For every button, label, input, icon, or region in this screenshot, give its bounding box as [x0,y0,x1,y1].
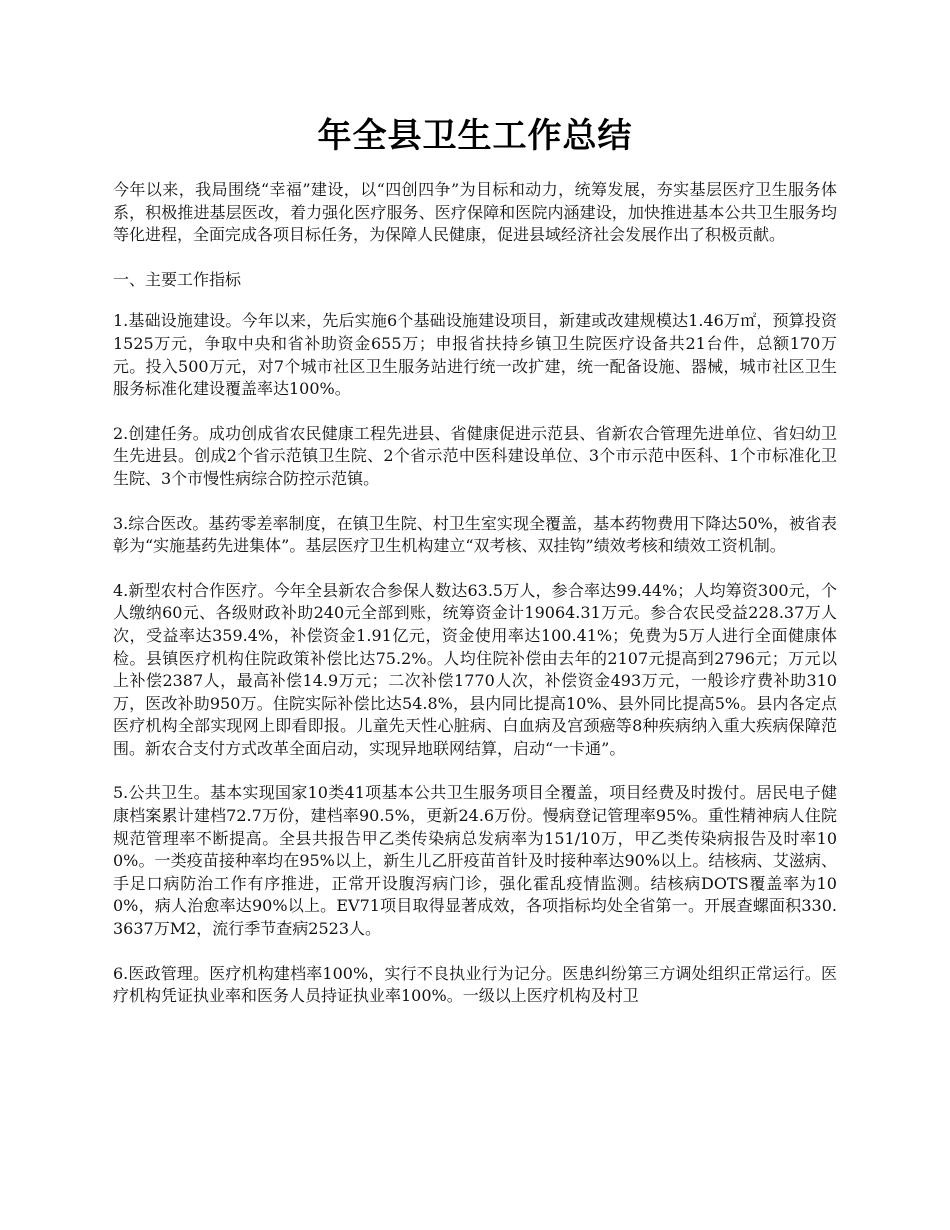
document-body [113,179,837,1030]
intro-paragraph: 今年以来，我局围绕“幸福”建设，以“四创四争”为目标和动力，统筹发展，夯实基层医疗卫生服务体系，积极推进基层医改，着力强化医疗服务、医疗保障和医院内涵建设，加快推进基本公共卫生服务均等化进程，全面完成各项目标任务，为保障人民健康，促进县域经济社会发展作出了积极贡献。 [113,180,837,245]
item-paragraph-rural-cooperative-medical: 4.新型农村合作医疗。今年全县新农合参保人数达63.5万人，参合率达99.44%；人均筹资300元，个人缴纳60元、各级财政补助240元全部到账，统筹资金计19064.31万元。参合农民受益228.37万人次，受益率达359.4%，补偿资金1.91亿元，资金使用率达100.41%；免费为5万人进行全面健康体检。县镇医疗机构住院政策补偿比达75.2%。人均住院补偿由去年的2107元提高到2796元；万元以上补偿2387人，最高补偿14.9万元；二次补偿1770人次，补偿资金493万元，一般诊疗费补助310万，医改补助950万。住院实际补偿比达54.8%，县内同比提高10%、县外同比提高5%。县内各定点医疗机构全部实现网上即看即报。儿童先天性心脏病、白血病及宫颈癌等8种疾病纳入重大疾病保障范围。新农合支付方式改革全面启动，实现异地联网结算，启动“一卡通”。 [113,580,837,758]
section-heading: 一、主要工作指标 [113,269,242,289]
item-paragraph-creation-tasks: 2.创建任务。成功创成省农民健康工程先进县、省健康促进示范县、省新农合管理先进单位、省妇幼卫生先进县。创成2个省示范镇卫生院、2个省示范中医科建设单位、3个市示范中医科、1个市标准化卫生院、3个市慢性病综合防控示范镇。 [113,423,837,488]
document-title: 年全县卫生工作总结 [317,116,633,156]
item-paragraph-infrastructure: 1.基础设施建设。今年以来，先后实施6个基础设施建设项目，新建或改建规模达1.46万㎡，预算投资1525万元，争取中央和省补助资金655万；申报省扶持乡镇卫生院医疗设备共21台件，总额170万元。投入500万元，对7个城市社区卫生服务站进行统一改扩建，统一配备设施、器械，城市社区卫生服务标准化建设覆盖率达100%。 [113,311,837,399]
item-paragraph-medical-reform: 3.综合医改。基药零差率制度，在镇卫生院、村卫生室实现全覆盖，基本药物费用下降达50%，被省表彰为“实施基药先进集体”。基层医疗卫生机构建立“双考核、双挂钩”绩效考核和绩效工资机制。 [113,513,837,556]
item-paragraph-medical-administration: 6.医政管理。医疗机构建档率100%，实行不良执业行为记分。医患纠纷第三方调处组织正常运行。医疗机构凭证执业率和医务人员持证执业率100%。一级以上医疗机构及村卫 [113,963,837,1006]
item-paragraph-public-health: 5.公共卫生。基本实现国家10类41项基本公共卫生服务项目全覆盖，项目经费及时拨付。居民电子健康档案累计建档72.7万份，建档率90.5%，更新24.6万份。慢病登记管理率95%。重性精神病人住院规范管理率不断提高。全县共报告甲乙类传染病总发病率为151/10万，甲乙类传染病报告及时率100%。一类疫苗接种率均在95%以上，新生儿乙肝疫苗首针及时接种率达90%以上。结核病、艾滋病、手足口病防治工作有序推进，正常开设腹泻病门诊，强化霍乱疫情监测。结核病DOTS覆盖率为100%，病人治愈率达90%以上。EV71项目取得显著成效，各项指标均处全省第一。开展查螺面积330.3637万M2，流行季节查病2523人。 [113,783,837,939]
